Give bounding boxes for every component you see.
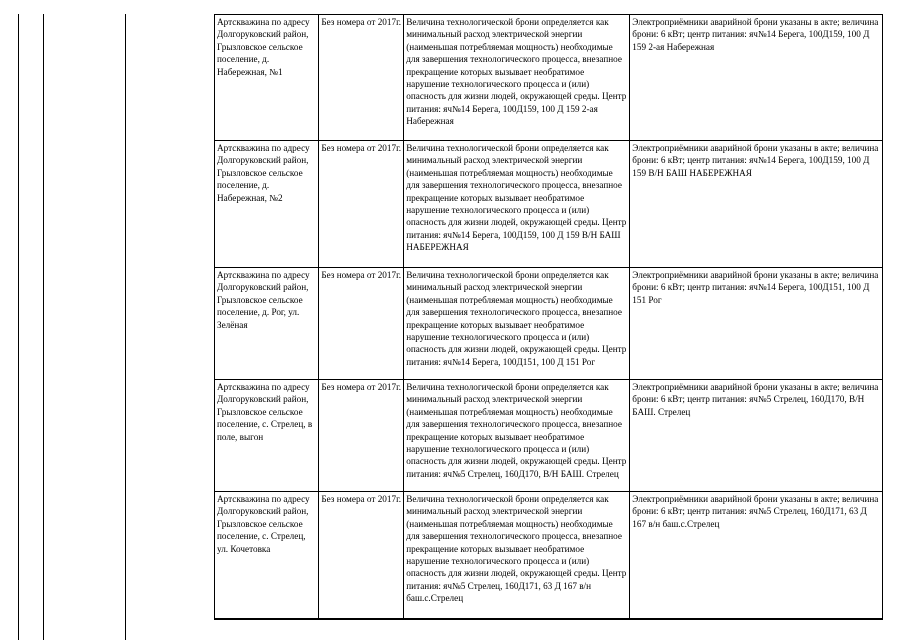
location-cell: Артскважина по адресу Долгоруковский район, Грызловское сельское поселение, с. Стрелец, ул. Кочетовка — [215, 492, 319, 619]
margin-rule-2 — [43, 14, 44, 640]
table-row — [215, 268, 883, 380]
power-cell: Электроприёмники аварийной брони указаны в акте; величина брони: 6 кВт; центр питания: яч№14 Берега, 100Д159, 100 Д 159 В/Н БАШ НАБЕРЕЖНАЯ — [630, 141, 883, 268]
table-row — [215, 141, 883, 268]
date-cell: Без номера от 2017г. — [319, 492, 404, 619]
date-cell: Без номера от 2017г. — [319, 141, 404, 268]
table-row — [215, 15, 883, 141]
margin-rule-3 — [125, 14, 126, 640]
location-cell: Артскважина по адресу Долгоруковский район, Грызловское сельское поселение, с. Стрелец, в поле, выгон — [215, 380, 319, 492]
description-cell: Величина технологической брони определяется как минимальный расход электрической энергии (наименьшая потребляемая мощность) необходимые для завершения технологического процесса, внезапное прекращение которых вызывает необратимое нарушение технологического процесса и (или) опасность для жизни людей, окружающей среды. Центр питания: яч№14 Берега, 100Д159, 100 Д 159 2-ая Набережная — [404, 15, 630, 141]
location-cell: Артскважина по адресу Долгоруковский район, Грызловское сельское поселение, д. Рог, ул. Зелёная — [215, 268, 319, 380]
table-row — [215, 380, 883, 492]
power-cell: Электроприёмники аварийной брони указаны в акте; величина брони: 6 кВт; центр питания: яч№5 Стрелец, 160Д170, В/Н БАШ. Стрелец — [630, 380, 883, 492]
description-cell: Величина технологической брони определяется как минимальный расход электрической энергии (наименьшая потребляемая мощность) необходимые для завершения технологического процесса, внезапное прекращение которых вызывает необратимое нарушение технологического процесса и (или) опасность для жизни людей, окружающей среды. Центр питания: яч№14 Берега, 100Д151, 100 Д 151 Рог — [404, 268, 630, 380]
description-cell: Величина технологической брони определяется как минимальный расход электрической энергии (наименьшая потребляемая мощность) необходимые для завершения технологического процесса, внезапное прекращение которых вызывает необратимое нарушение технологического процесса и (или) опасность для жизни людей, окружающей среды. Центр питания: яч№14 Берега, 100Д159, 100 Д 159 В/Н БАШ НАБЕРЕЖНАЯ — [404, 141, 630, 268]
description-cell: Величина технологической брони определяется как минимальный расход электрической энергии (наименьшая потребляемая мощность) необходимые для завершения технологического процесса, внезапное прекращение которых вызывает необратимое нарушение технологического процесса и (или) опасность для жизни людей, окружающей среды. Центр питания: яч№5 Стрелец, 160Д171, 63 Д 167 в/н баш.с.Стрелец — [404, 492, 630, 619]
date-cell: Без номера от 2017г. — [319, 15, 404, 141]
power-cell: Электроприёмники аварийной брони указаны в акте; величина брони: 6 кВт; центр питания: яч№5 Стрелец, 160Д171, 63 Д 167 в/н баш.с.Стрелец — [630, 492, 883, 619]
power-cell: Электроприёмники аварийной брони указаны в акте; величина брони: 6 кВт; центр питания: яч№14 Берега, 100Д151, 100 Д 151 Рог — [630, 268, 883, 380]
margin-rule-1 — [18, 14, 19, 640]
power-cell: Электроприёмники аварийной брони указаны в акте; величина брони: 6 кВт; центр питания: яч№14 Берега, 100Д159, 100 Д 159 2-ая Набережная — [630, 15, 883, 141]
location-cell: Артскважина по адресу Долгоруковский район, Грызловское сельское поселение, д. Набережная, №1 — [215, 15, 319, 141]
description-cell: Величина технологической брони определяется как минимальный расход электрической энергии (наименьшая потребляемая мощность) необходимые для завершения технологического процесса, внезапное прекращение которых вызывает необратимое нарушение технологического процесса и (или) опасность для жизни людей, окружающей среды. Центр питания: яч№5 Стрелец, 160Д170, В/Н БАШ. Стрелец — [404, 380, 630, 492]
reserve-table — [214, 14, 883, 620]
date-cell: Без номера от 2017г. — [319, 380, 404, 492]
date-cell: Без номера от 2017г. — [319, 268, 404, 380]
location-cell: Артскважина по адресу Долгоруковский район, Грызловское сельское поселение, д. Набережная, №2 — [215, 141, 319, 268]
table-row — [215, 492, 883, 619]
